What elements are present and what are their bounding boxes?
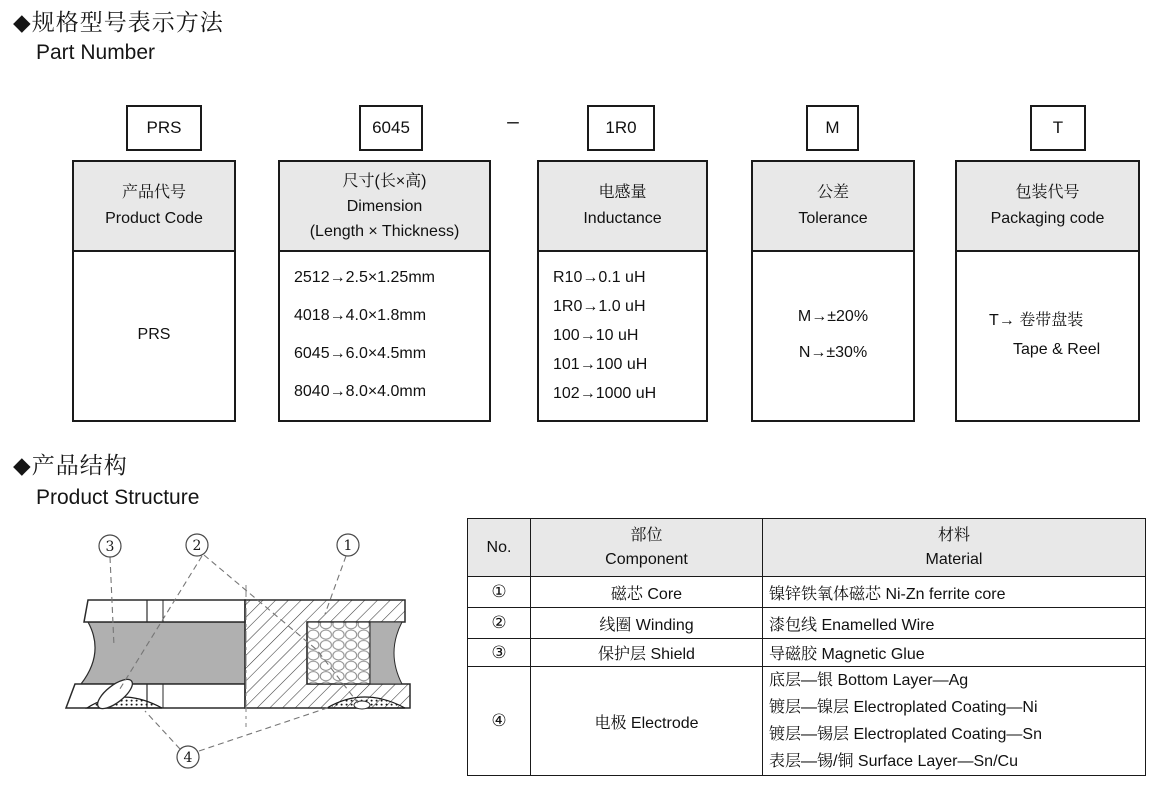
header-line: Tolerance — [798, 210, 868, 227]
header-line: 尺寸(长×高) — [342, 172, 427, 190]
part-code-box-dimension: 6045 — [359, 105, 423, 151]
product-structure-diagram — [55, 515, 445, 790]
legend-column-tolerance — [751, 160, 915, 422]
body-line: 1R0→1.0 uH — [553, 297, 646, 315]
header-line: 材料 — [937, 526, 970, 544]
table-row-winding — [468, 608, 1146, 639]
row-component: 保护层 Shield — [531, 639, 763, 667]
body-line: 6045→6.0×4.5mm — [294, 345, 427, 362]
header-line: Component — [605, 550, 688, 568]
body-line: 4018→4.0×1.8mm — [294, 307, 427, 324]
part-number-section-title-cn: ◆规格型号表示方法 — [13, 9, 224, 35]
legend-body-dimension — [280, 252, 489, 418]
body-line: T→ 卷带盘装 — [989, 312, 1084, 329]
legend-column-product-code — [72, 160, 236, 422]
callout-label-2: 2 — [192, 538, 202, 554]
part-code-box-inductance: 1R0 — [587, 105, 655, 151]
row-material: 镍锌铁氧体磁芯 Ni-Zn ferrite core — [763, 577, 1146, 608]
legend-column-inductance — [537, 160, 708, 422]
col-header-no: No. — [468, 519, 531, 577]
table-row-core — [468, 577, 1146, 608]
row-material: 漆包线 Enamelled Wire — [763, 608, 1146, 639]
body-line: 8040→8.0×4.0mm — [294, 383, 427, 400]
legend-header-dimension — [280, 162, 489, 252]
part-number-separator: – — [507, 110, 519, 133]
body-line: 2512→2.5×1.25mm — [294, 269, 435, 286]
table-row-electrode — [468, 667, 1146, 776]
material-line: 底层—银 Bottom Layer—Ag — [769, 672, 969, 689]
winding-section — [307, 622, 370, 684]
body-line: 102→1000 uH — [553, 384, 657, 402]
body-line: N→±30% — [798, 344, 868, 361]
body-line: M→±20% — [797, 308, 869, 325]
row-no: ② — [468, 608, 531, 639]
row-component: 电极 Electrode — [531, 667, 763, 776]
body-line: Tape & Reel — [1013, 341, 1101, 358]
legend-column-dimension — [278, 160, 491, 422]
leader-4-left — [145, 711, 180, 749]
part-code-box-tolerance: M — [806, 105, 859, 151]
structure-table-header-row — [468, 519, 1146, 577]
header-line: Dimension — [346, 197, 423, 215]
row-no: ③ — [468, 639, 531, 667]
header-line: 电感量 — [598, 184, 647, 201]
body-line: 101→100 uH — [553, 355, 648, 373]
part-code-box-product: PRS — [126, 105, 202, 151]
structure-section-title-cn: ◆产品结构 — [13, 452, 128, 478]
part-code-box-packaging: T — [1030, 105, 1086, 151]
material-line: 表层—锡/铜 Surface Layer—Sn/Cu — [769, 753, 1018, 770]
header-line: Material — [925, 550, 983, 568]
row-material-multiline — [763, 667, 1146, 776]
legend-header-packaging — [957, 162, 1138, 252]
structure-section-title-en: Product Structure — [36, 486, 200, 509]
header-line: 包装代号 — [1015, 184, 1080, 201]
shield-left-region — [81, 622, 245, 684]
legend-body-inductance — [539, 252, 706, 418]
header-line: Inductance — [583, 210, 662, 227]
legend-body-product-code — [74, 252, 234, 418]
legend-column-packaging — [955, 160, 1140, 422]
row-no: ④ — [468, 667, 531, 776]
material-line: 镀层—镍层 Electroplated Coating—Ni — [769, 699, 1038, 716]
row-no: ① — [468, 577, 531, 608]
header-line: Product Code — [105, 210, 203, 227]
legend-header-tolerance — [753, 162, 913, 252]
row-component: 线圈 Winding — [531, 608, 763, 639]
material-line: 镀层—锡层 Electroplated Coating—Sn — [769, 726, 1043, 743]
row-component: 磁芯 Core — [531, 577, 763, 608]
legend-body-packaging — [957, 252, 1138, 418]
header-line: Packaging code — [990, 210, 1105, 227]
legend-header-inductance — [539, 162, 706, 252]
leader-4-right — [199, 706, 333, 751]
col-header-component — [531, 519, 763, 577]
row-material: 导磁胶 Magnetic Glue — [763, 639, 1146, 667]
col-header-material — [763, 519, 1146, 577]
header-line: 产品代号 — [121, 184, 186, 201]
callout-label-1: 1 — [343, 538, 353, 554]
body-line: R10→0.1 uH — [553, 268, 646, 286]
part-number-section-title-en: Part Number — [36, 41, 156, 64]
structure-table — [467, 518, 1146, 776]
wire-end-right — [354, 701, 370, 709]
shield-right-region — [370, 622, 402, 684]
body-line: PRS — [137, 326, 171, 343]
body-line: 100→10 uH — [553, 326, 639, 344]
inductor-cross-section-drawing — [55, 515, 445, 790]
header-line: (Length × Thickness) — [309, 222, 460, 240]
core-top-flange-left — [84, 600, 245, 622]
legend-body-tolerance — [753, 252, 913, 418]
legend-header-product-code — [74, 162, 234, 252]
header-line: 公差 — [816, 184, 849, 201]
callout-label-3: 3 — [105, 539, 115, 555]
header-line: 部位 — [630, 526, 663, 544]
callout-label-4: 4 — [183, 750, 193, 766]
table-row-shield — [468, 639, 1146, 667]
